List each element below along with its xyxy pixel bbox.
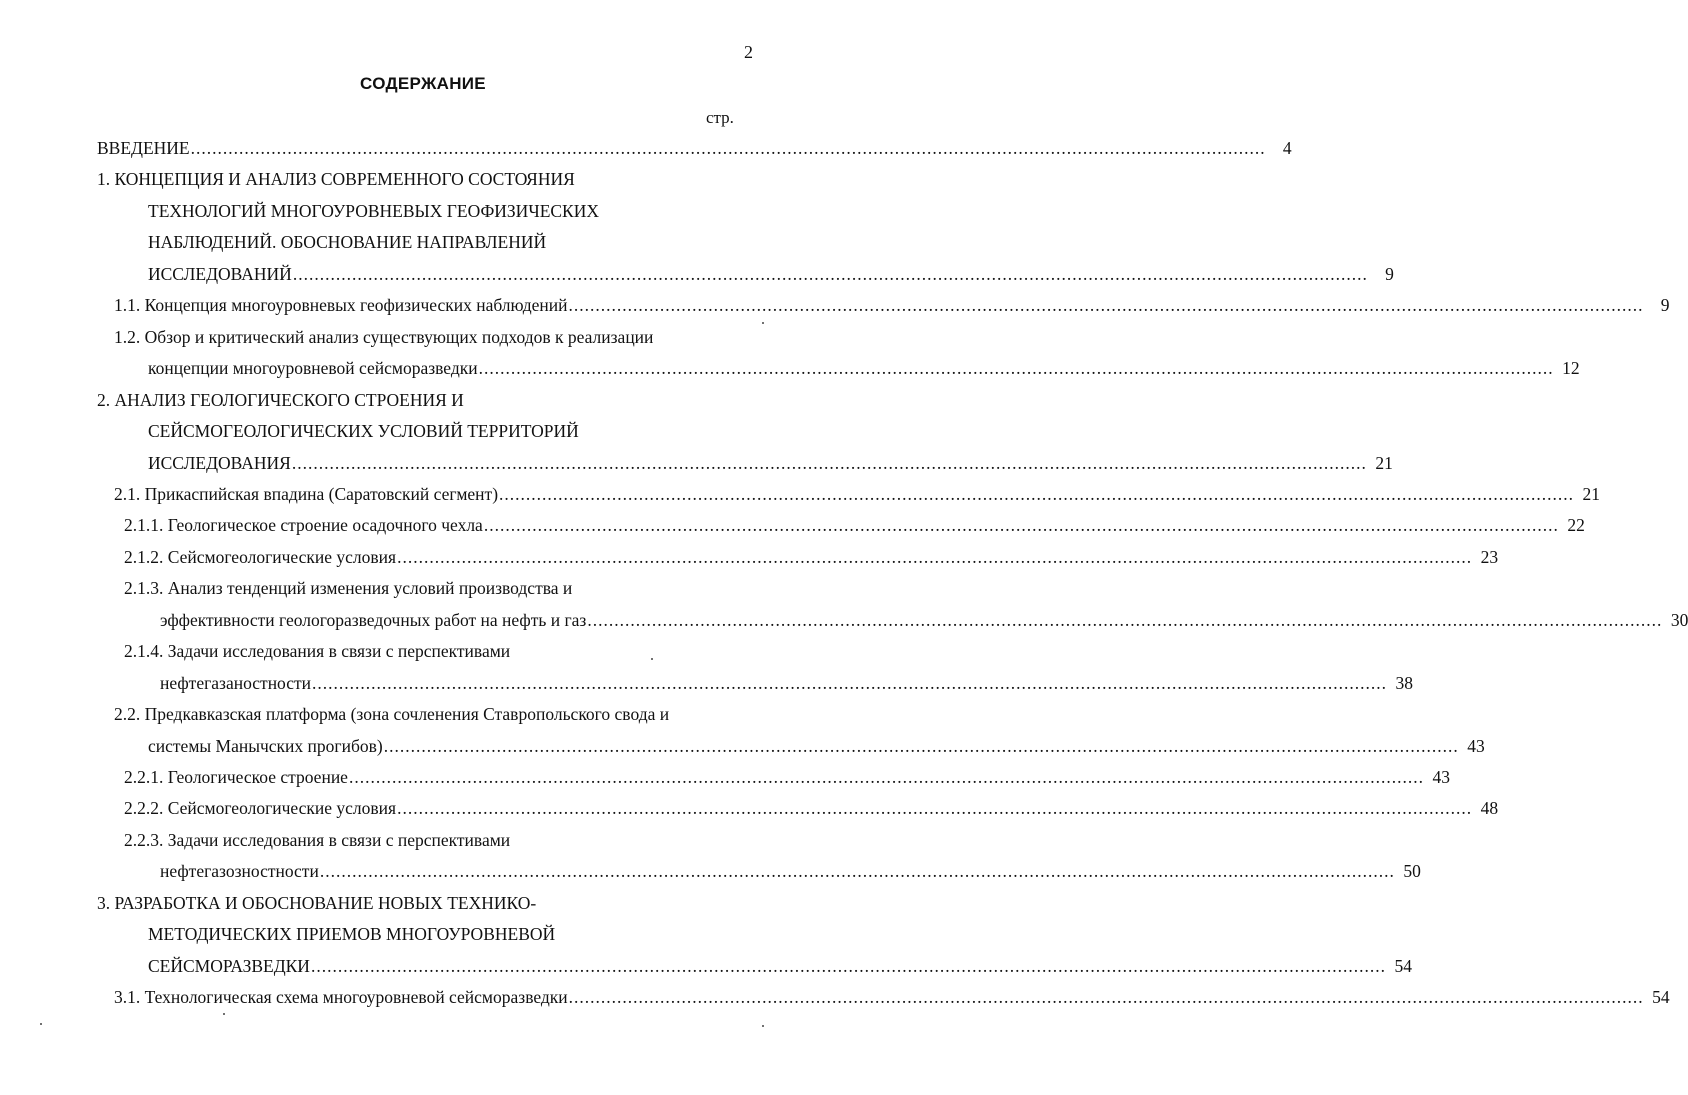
toc-entry-line bbox=[148, 421, 579, 445]
toc-page-number: 21 bbox=[1582, 483, 1601, 504]
dot-leader: ........................................................................................................................................................................................................ bbox=[568, 987, 1644, 1008]
toc-entry-title: 1. КОНЦЕПЦИЯ И АНАЛИЗ СОВРЕМЕННОГО СОСТОЯНИЯ bbox=[97, 169, 575, 190]
toc-entry bbox=[114, 483, 1601, 508]
toc-entry-line bbox=[114, 327, 653, 351]
toc-entry-line bbox=[97, 390, 464, 414]
toc-entry bbox=[124, 798, 1499, 822]
toc-entry-title: МЕТОДИЧЕСКИХ ПРИЕМОВ МНОГОУРОВНЕВОЙ bbox=[148, 924, 556, 945]
dot-leader: ........................................................................................................................................................................................................ bbox=[397, 546, 1473, 567]
toc-entry-title: 2.1.1. Геологическое строение осадочного чехла bbox=[124, 515, 483, 536]
dot-leader: ........................................................................................................................................................................................................ bbox=[397, 798, 1473, 819]
toc-entry-title: СЕЙСМОРАЗВЕДКИ bbox=[148, 955, 310, 976]
toc-entry-title: 1.2. Обзор и критический анализ существующих подходов к реализации bbox=[114, 326, 654, 347]
dot-leader: ........................................................................................................................................................................................................ bbox=[568, 295, 1644, 316]
toc-entry-title: 2.2.2. Сейсмогеологические условия bbox=[124, 798, 397, 819]
toc-entry-line bbox=[124, 641, 510, 665]
toc-entry-line bbox=[114, 704, 669, 728]
toc-entry-line bbox=[148, 201, 599, 225]
toc-page-number: 38 bbox=[1395, 672, 1414, 693]
toc-entry-title: НАБЛЮДЕНИЙ. ОБОСНОВАНИЕ НАПРАВЛЕНИЙ bbox=[148, 232, 547, 253]
toc-entry bbox=[114, 295, 1670, 319]
toc-entry-title: 2.1.2. Сейсмогеологические условия bbox=[124, 546, 397, 567]
toc-page-number: 30 bbox=[1670, 609, 1688, 630]
toc-entry-line bbox=[124, 830, 510, 854]
toc-page-number: 22 bbox=[1567, 515, 1585, 536]
dot-leader: ........................................................................................................................................................................................................ bbox=[587, 609, 1663, 630]
dot-leader: ........................................................................................................................................................................................................ bbox=[291, 452, 1367, 473]
dot-leader: ........................................................................................................................................................................................................ bbox=[190, 138, 1266, 158]
dot-leader: ........................................................................................................................................................................................................ bbox=[312, 672, 1388, 693]
toc-entry bbox=[124, 515, 1585, 539]
toc-entry-title: эффективности геологоразведочных работ на нефть и газ bbox=[160, 609, 587, 630]
toc-page-number: 9 bbox=[1385, 263, 1394, 284]
toc-entry-title: 2. АНАЛИЗ ГЕОЛОГИЧЕСКОГО СТРОЕНИЯ И bbox=[97, 389, 464, 410]
toc-entry bbox=[124, 767, 1450, 791]
scan-speck bbox=[762, 1025, 764, 1027]
toc-entry-title: 3. РАЗРАБОТКА И ОБОСНОВАНИЕ НОВЫХ ТЕХНИКО- bbox=[97, 892, 537, 913]
toc-entry-title: ИССЛЕДОВАНИЯ bbox=[148, 452, 291, 473]
toc-page-number: 50 bbox=[1403, 861, 1421, 882]
toc-page-number: 21 bbox=[1375, 452, 1393, 473]
toc-entry bbox=[148, 955, 1412, 980]
toc-page-number: 12 bbox=[1562, 358, 1580, 379]
toc-entry bbox=[114, 987, 1670, 1011]
toc-entry bbox=[148, 735, 1485, 760]
toc-entry-line bbox=[97, 893, 536, 917]
toc-entry bbox=[160, 672, 1414, 697]
scan-speck bbox=[762, 322, 764, 324]
toc-page-number: 48 bbox=[1480, 798, 1499, 819]
toc-page-number: 54 bbox=[1652, 987, 1670, 1008]
toc-entry-title: нефтегазозностности bbox=[160, 861, 319, 882]
toc-entry bbox=[148, 263, 1394, 288]
page-column-label: стр. bbox=[706, 108, 734, 127]
toc-entry-title: 2.1.4. Задачи исследования в связи с перспективами bbox=[124, 641, 511, 662]
dot-leader: ........................................................................................................................................................................................................ bbox=[348, 767, 1424, 787]
toc-entry-title: ИССЛЕДОВАНИЙ bbox=[148, 263, 292, 284]
toc-page-number: 43 bbox=[1467, 735, 1485, 756]
toc-entry-title: ТЕХНОЛОГИЙ МНОГОУРОВНЕВЫХ ГЕОФИЗИЧЕСКИХ bbox=[148, 200, 600, 221]
dot-leader: ........................................................................................................................................................................................................ bbox=[292, 263, 1368, 284]
toc-entry-title: концепции многоуровневой сейсморазведки bbox=[148, 358, 478, 379]
toc-entry-title: 2.1. Прикаспийская впадина (Саратовский сегмент) bbox=[114, 483, 499, 504]
toc-entry-line bbox=[124, 578, 572, 602]
toc-page-number: 23 bbox=[1480, 546, 1499, 567]
toc-page-number: 43 bbox=[1432, 767, 1450, 787]
scan-speck bbox=[40, 1023, 42, 1025]
toc-entry-title: ВВЕДЕНИЕ bbox=[97, 138, 190, 158]
toc-entry bbox=[97, 138, 1292, 162]
dot-leader: ........................................................................................................................................................................................................ bbox=[478, 358, 1554, 379]
dot-leader: ........................................................................................................................................................................................................ bbox=[319, 861, 1395, 882]
toc-entry bbox=[148, 452, 1393, 477]
toc-entry bbox=[148, 358, 1580, 382]
toc-entry-line bbox=[97, 169, 575, 193]
toc-entry-title: 1.1. Концепция многоуровневых геофизических наблюдений bbox=[114, 295, 568, 316]
toc-entry-title: 2.2.3. Задачи исследования в связи с перспективами bbox=[124, 829, 511, 850]
toc-entry bbox=[124, 546, 1499, 571]
toc-entry bbox=[160, 609, 1688, 634]
toc-entry-title: 2.2.1. Геологическое строение bbox=[124, 767, 348, 787]
scan-speck bbox=[223, 1013, 225, 1015]
dot-leader: ........................................................................................................................................................................................................ bbox=[310, 955, 1386, 976]
page-number: 2 bbox=[744, 42, 753, 62]
toc-entry bbox=[160, 861, 1421, 885]
toc-page-number: 4 bbox=[1282, 138, 1292, 158]
toc-entry-title: системы Манычских прогибов) bbox=[148, 735, 383, 756]
dot-leader: ........................................................................................................................................................................................................ bbox=[483, 515, 1559, 536]
toc-entry-line bbox=[148, 232, 546, 256]
toc-entry-title: СЕЙСМОГЕОЛОГИЧЕСКИХ УСЛОВИЙ ТЕРРИТОРИЙ bbox=[148, 421, 579, 442]
toc-entry-title: 2.1.3. Анализ тенденций изменения условий производства и bbox=[124, 578, 573, 599]
scan-speck bbox=[651, 658, 653, 660]
toc-entry-title: 2.2. Предкавказская платформа (зона сочленения Ставропольского свода и bbox=[114, 704, 670, 725]
toc-entry-line bbox=[148, 924, 555, 948]
page-title: СОДЕРЖАНИЕ bbox=[360, 74, 486, 93]
dot-leader: ........................................................................................................................................................................................................ bbox=[499, 483, 1575, 504]
toc-entry-title: нефтегазаностности bbox=[160, 672, 312, 693]
toc-entry-title: 3.1. Технологическая схема многоуровневой сейсморазведки bbox=[114, 987, 568, 1008]
toc-page-number: 9 bbox=[1660, 295, 1670, 316]
dot-leader: ........................................................................................................................................................................................................ bbox=[383, 735, 1459, 756]
toc-page-number: 54 bbox=[1394, 955, 1412, 976]
